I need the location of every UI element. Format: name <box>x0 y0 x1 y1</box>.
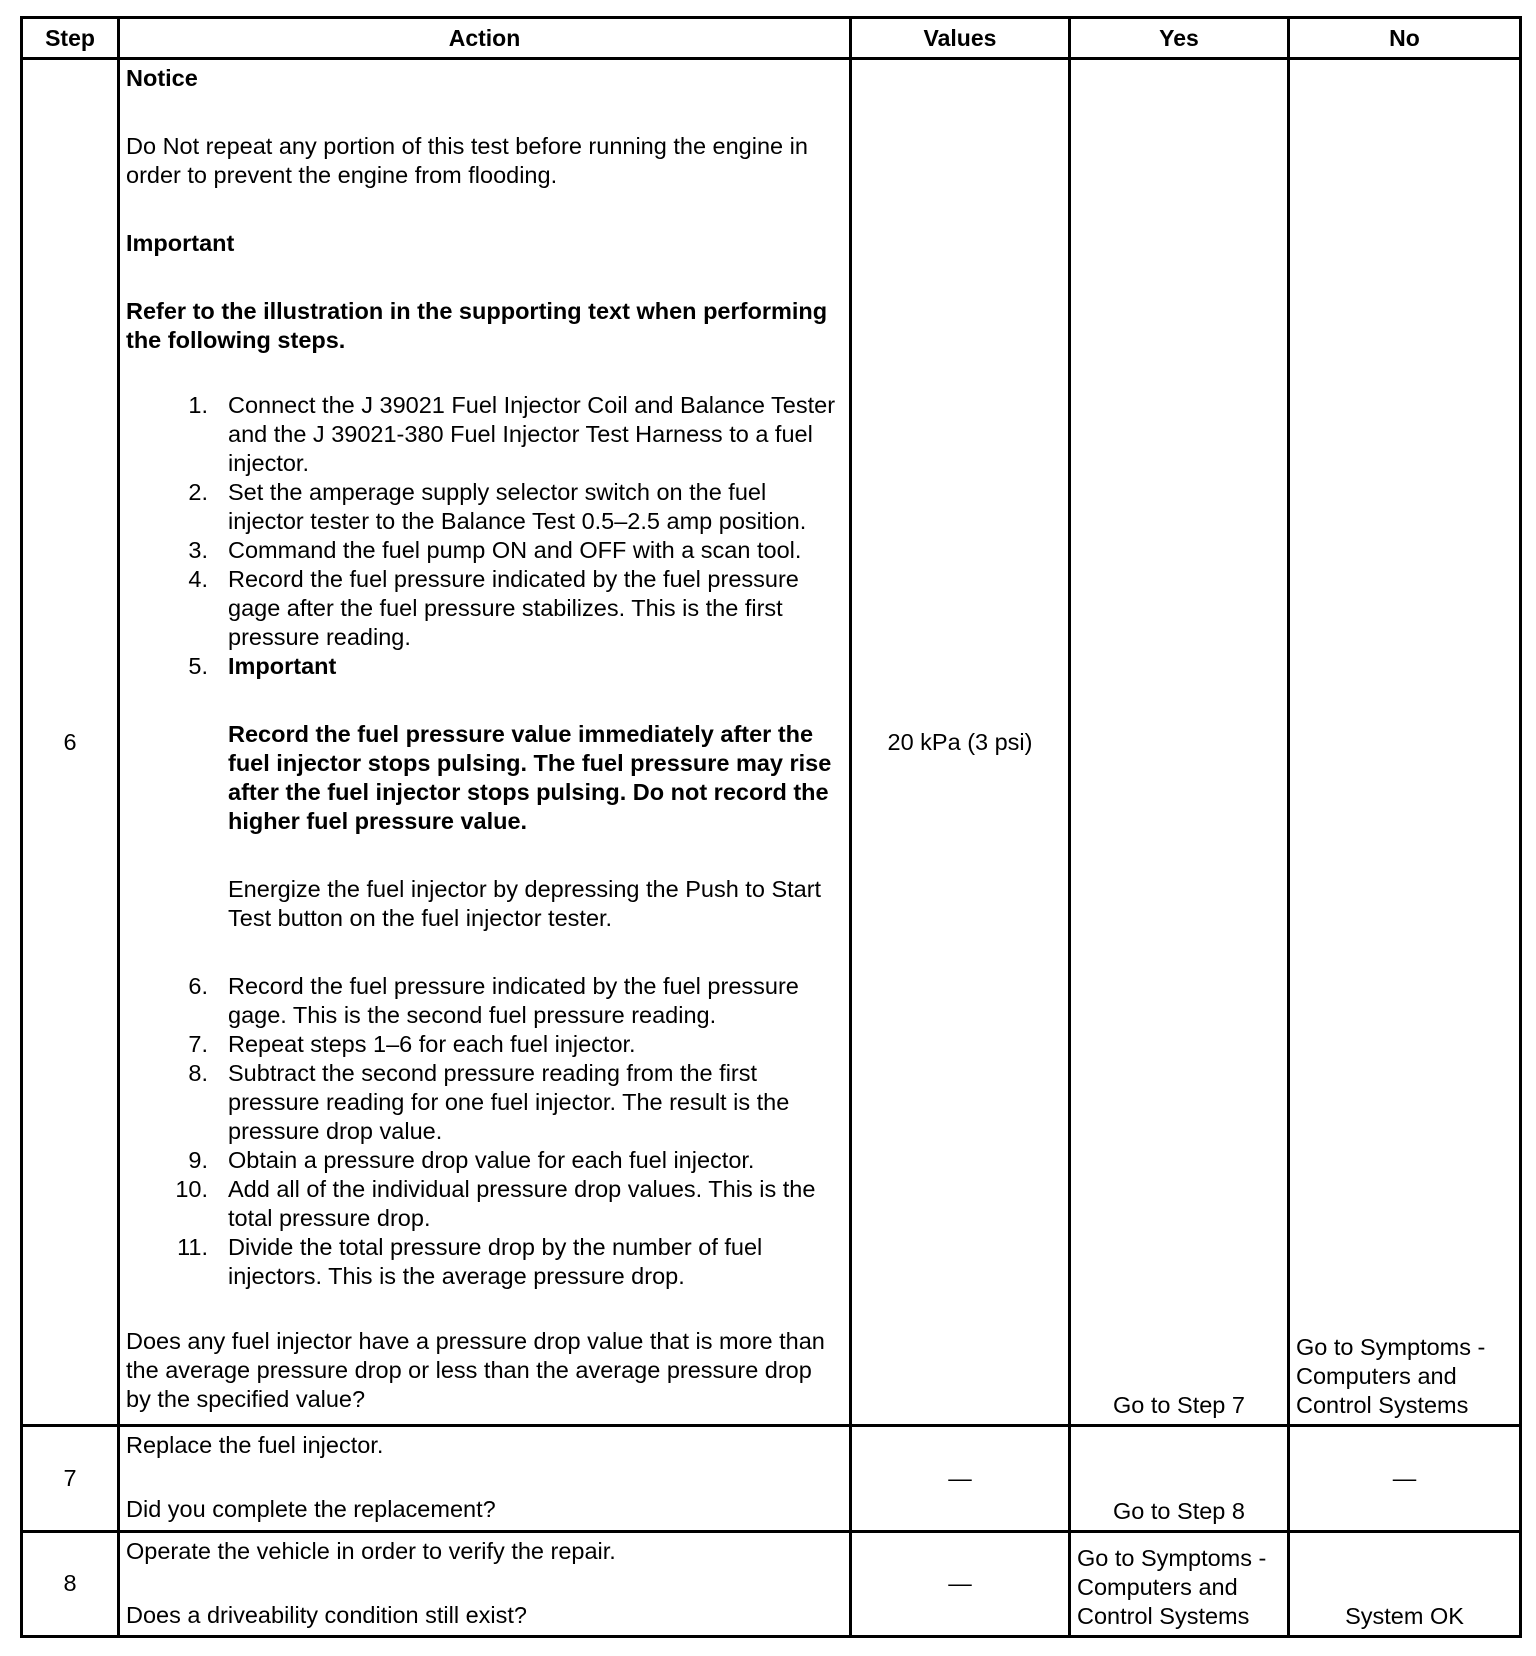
list-item-text: Obtain a pressure drop value for each fuel injector. <box>228 1147 755 1173</box>
list-item-text: Subtract the second pressure reading from the first pressure reading for one fuel injector. The result is the pressure drop value. <box>228 1060 790 1144</box>
notice-heading: Notice <box>126 65 198 91</box>
list-item <box>126 1233 843 1291</box>
list-item <box>126 391 843 478</box>
yes-link[interactable]: Go to Step 8 <box>1070 1426 1289 1531</box>
table-row <box>22 1426 1521 1531</box>
action-cell <box>119 1426 851 1531</box>
diagnostic-table <box>20 16 1522 1638</box>
action-text: Operate the vehicle in order to verify the repair. <box>126 1537 616 1564</box>
header-row <box>22 18 1521 59</box>
list-item <box>126 536 843 565</box>
yes-link[interactable]: Go to Symptoms - Computers and Control Systems <box>1070 1531 1289 1636</box>
header-values: Values <box>851 18 1070 59</box>
list-item-number: 6. <box>188 973 208 999</box>
list-item-text: Energize the fuel injector by depressing the Push to Start Test button on the fuel injector tester. <box>228 876 822 931</box>
action-text: Replace the fuel injector. <box>126 1432 384 1459</box>
list-item-number: 8. <box>188 1060 208 1086</box>
list-item <box>126 478 843 536</box>
list-item-text: Set the amperage supply selector switch on the fuel injector tester to the Balance Test 0.5–2.5 amp position. <box>228 479 807 534</box>
action-cell <box>119 1531 851 1636</box>
important-text: Refer to the illustration in the supporting text when performing the following steps. <box>126 298 828 353</box>
list-item <box>126 565 843 652</box>
list-item-number: 11. <box>177 1234 208 1260</box>
header-yes: Yes <box>1070 18 1289 59</box>
list-item <box>126 1030 843 1059</box>
step-number: 6 <box>22 59 119 1426</box>
question-text: Did you complete the replacement? <box>126 1496 496 1523</box>
list-item-number: 2. <box>188 479 208 505</box>
table-row <box>22 1531 1521 1636</box>
yes-link[interactable]: Go to Step 7 <box>1070 59 1289 1426</box>
list-item-body <box>228 652 843 933</box>
notice-text: Do Not repeat any portion of this test before running the engine in order to prevent the engine from flooding. <box>126 133 808 188</box>
list-item-number: 3. <box>188 537 208 563</box>
important-heading: Important <box>126 230 235 256</box>
header-action: Action <box>119 18 851 59</box>
list-item-number: 10. <box>175 1176 208 1202</box>
list-item-number: 9. <box>188 1147 208 1173</box>
list-item-number: 1. <box>188 392 208 418</box>
list-item <box>126 1146 843 1175</box>
list-item-important-note: Record the fuel pressure value immediately after the fuel injector stops pulsing. The fuel pressure may rise after the fuel injector stops pulsing. Do not record the higher fuel pressure value. <box>228 721 832 834</box>
list-item-text: Record the fuel pressure indicated by the fuel pressure gage. This is the second fuel pressure reading. <box>228 973 799 1028</box>
list-item-text: Record the fuel pressure indicated by the fuel pressure gage after the fuel pressure stabilizes. This is the first pressure reading. <box>228 566 799 650</box>
question-text: Does a driveability condition still exist? <box>126 1601 527 1628</box>
step-number: 8 <box>22 1531 119 1636</box>
list-item-number: 4. <box>188 566 208 592</box>
list-item-text: Connect the J 39021 Fuel Injector Coil and Balance Tester and the J 39021-380 Fuel Injector Test Harness to a fuel injector. <box>228 392 836 476</box>
list-item-text: Divide the total pressure drop by the number of fuel injectors. This is the average pressure drop. <box>228 1234 763 1289</box>
procedure-list <box>126 391 843 1291</box>
list-item <box>126 1059 843 1146</box>
list-item-text: Command the fuel pump ON and OFF with a scan tool. <box>228 537 802 563</box>
values-cell: — <box>851 1426 1070 1531</box>
question-text: Does any fuel injector have a pressure drop value that is more than the average pressure drop or less than the average pressure drop by the specified value? <box>126 1328 825 1412</box>
list-item <box>126 972 843 1030</box>
list-item <box>126 652 843 933</box>
table-row <box>22 59 1521 1426</box>
list-item-important-heading: Important <box>228 653 337 679</box>
list-item-number: 5. <box>188 653 208 679</box>
no-link[interactable]: Go to Symptoms - Computers and Control Systems <box>1289 59 1521 1426</box>
header-step: Step <box>22 18 119 59</box>
header-no: No <box>1289 18 1521 59</box>
step-number: 7 <box>22 1426 119 1531</box>
no-cell: — <box>1289 1426 1521 1531</box>
values-cell: — <box>851 1531 1070 1636</box>
list-item <box>126 1175 843 1233</box>
list-item-text: Add all of the individual pressure drop values. This is the total pressure drop. <box>228 1176 816 1231</box>
list-item-number: 7. <box>188 1031 208 1057</box>
list-item-text: Repeat steps 1–6 for each fuel injector. <box>228 1031 636 1057</box>
action-cell <box>119 59 851 1426</box>
no-cell: System OK <box>1289 1531 1521 1636</box>
values-cell: 20 kPa (3 psi) <box>851 59 1070 1426</box>
